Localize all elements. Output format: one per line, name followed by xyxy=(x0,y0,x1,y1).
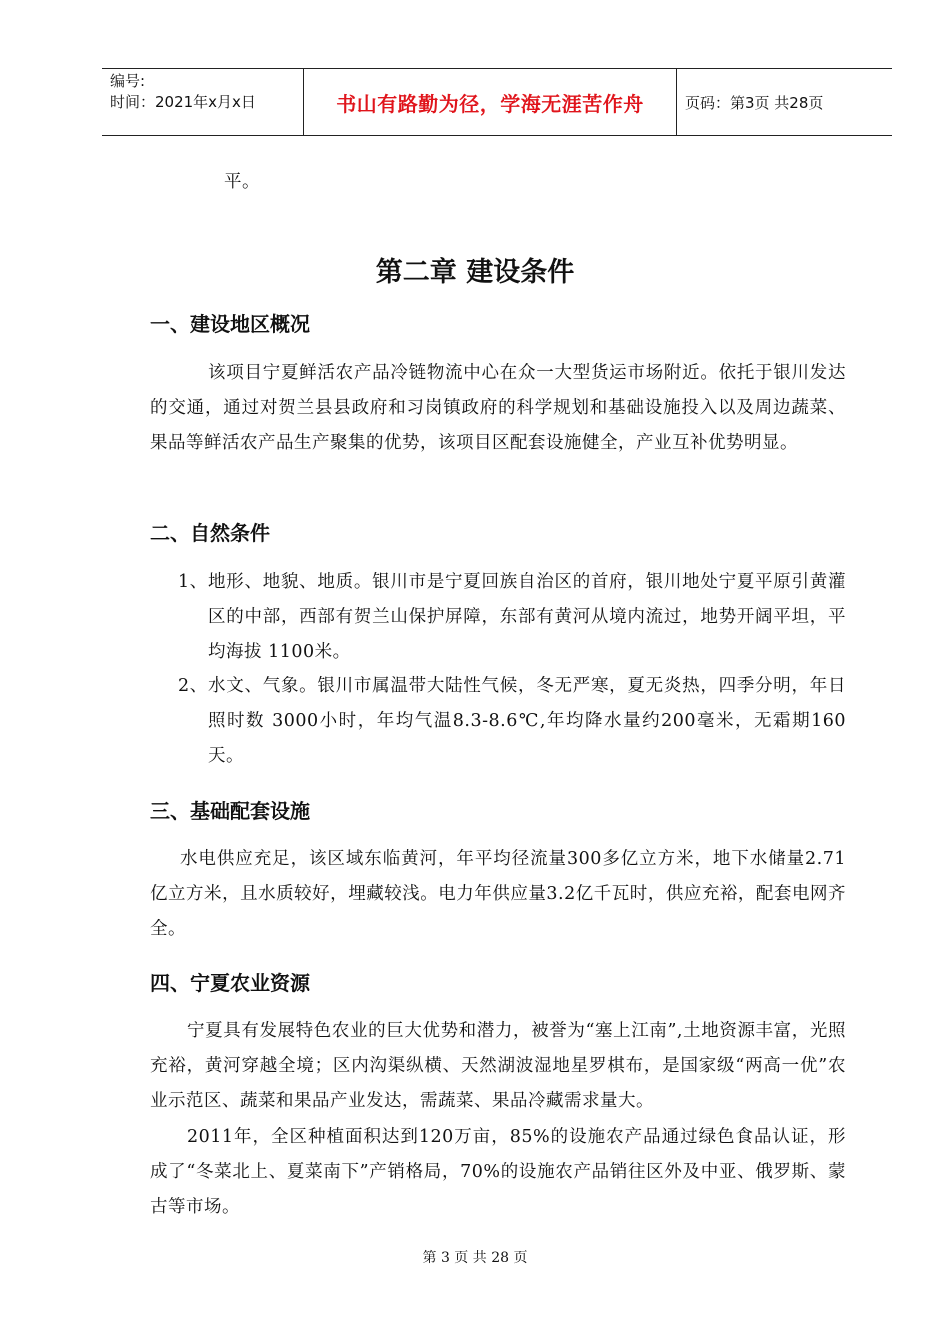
page-header xyxy=(102,68,892,136)
section-title-4: 四、宁夏农业资源 xyxy=(150,971,310,995)
section-title-1: 一、建设地区概况 xyxy=(150,312,310,336)
header-meta-cell xyxy=(102,69,304,135)
continued-text-fragment: 平。 xyxy=(224,172,260,192)
list-item-2 xyxy=(178,669,846,774)
section-title-3: 三、基础配套设施 xyxy=(150,799,310,823)
list-item-number: 1、 xyxy=(178,572,208,592)
list-item-number: 2、 xyxy=(178,676,208,696)
section-3-paragraph: 水电供应充足，该区域东临黄河，年平均径流量300多亿立方米，地下水储量2.71亿立方米，且水质较好，埋藏较浅。电力年供应量3.2亿千瓦时，供应充裕，配套电网齐全。 xyxy=(150,849,846,939)
section-1-paragraph: 该项目宁夏鲜活农产品冷链物流中心在众一大型货运市场附近。依托于银川发达的交通，通过对贺兰县县政府和习岗镇政府的科学规划和基础设施投入以及周边蔬菜、果品等鲜活农产品生产聚集的优势，该项目区配套设施健全，产业互补优势明显。 xyxy=(150,363,846,453)
section-4-paragraph-1: 宁夏具有发展特色农业的巨大优势和潜力，被誉为“塞上江南”,土地资源丰富，光照充裕，黄河穿越全境；区内沟渠纵横、天然湖波湿地星罗棋布，是国家级“两高一优”农业示范区、蔬菜和果品产业发达，需蔬菜、果品冷藏需求量大。 xyxy=(150,1021,846,1111)
list-item-1 xyxy=(178,565,846,670)
header-page-number: 页码：第3页 共28页 xyxy=(685,93,824,112)
document-number-label: 编号: xyxy=(110,72,146,90)
list-item-text: 水文、气象。银川市属温带大陆性气候，冬无严寒，夏无炎热，四季分明，年日照时数 3000小时，年均气温8.3-8.6℃,年均降水量约200毫米，无霜期160天。 xyxy=(208,676,846,766)
section-4-paragraph-2: 2011年，全区种植面积达到120万亩，85%的设施农产品通过绿色食品认证，形成了“冬菜北上、夏菜南下”产销格局，70%的设施农产品销往区外及中亚、俄罗斯、蒙古等市场。 xyxy=(150,1127,846,1217)
section-title-2: 二、自然条件 xyxy=(150,521,270,545)
chapter-title: 第二章 建设条件 xyxy=(375,257,575,288)
header-motto: 书山有路勤为径，学海无涯苦作舟 xyxy=(304,69,677,135)
page-footer: 第 3 页 共 28 页 xyxy=(422,1250,528,1266)
document-time-label: 时间：2021年x月x日 xyxy=(110,93,256,111)
list-item-text: 地形、地貌、地质。银川市是宁夏回族自治区的首府，银川地处宁夏平原引黄灌区的中部，西部有贺兰山保护屏障，东部有黄河从境内流过，地势开阔平坦，平均海拔 1100米。 xyxy=(208,572,846,662)
